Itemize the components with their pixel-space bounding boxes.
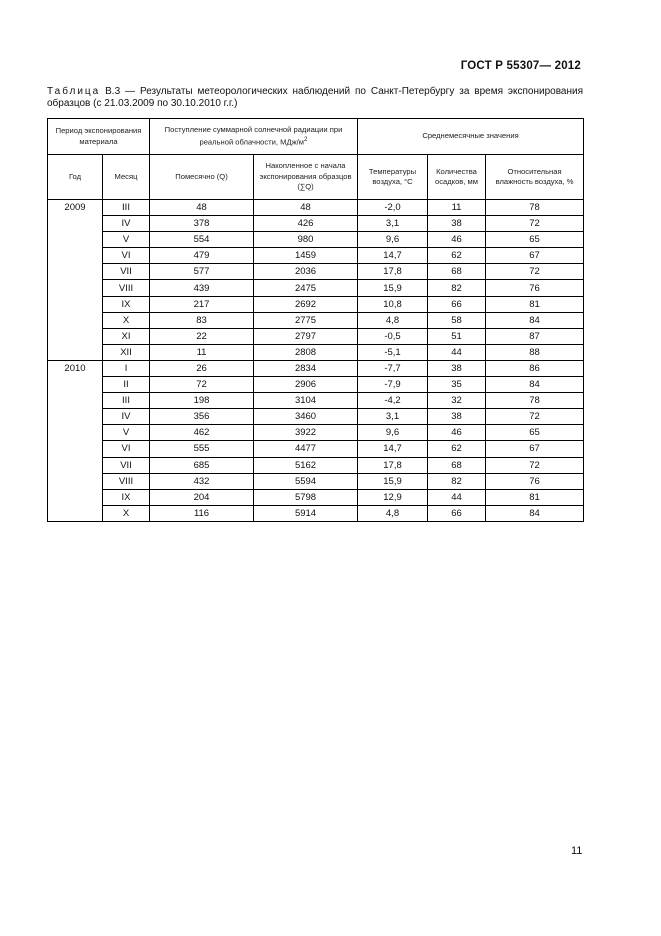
year-cell <box>48 441 103 457</box>
precipitation-cell: 51 <box>428 328 486 344</box>
precipitation-cell: 66 <box>428 505 486 521</box>
humidity-cell: 65 <box>486 232 584 248</box>
humidity-cell: 65 <box>486 425 584 441</box>
year-cell <box>48 248 103 264</box>
precipitation-cell: 58 <box>428 312 486 328</box>
cumulative-cell: 5162 <box>254 457 358 473</box>
year-cell <box>48 409 103 425</box>
year-cell <box>48 473 103 489</box>
year-cell <box>48 328 103 344</box>
humidity-cell: 81 <box>486 296 584 312</box>
table-row <box>48 232 584 248</box>
humidity-cell: 88 <box>486 344 584 360</box>
header-radiation-text: Поступление суммарной солнечной радиации при реальной облачности, МДж/м <box>164 124 343 147</box>
cumulative-cell: 5798 <box>254 489 358 505</box>
precipitation-cell: 62 <box>428 441 486 457</box>
temperature-cell: 12,9 <box>358 489 428 505</box>
table-body <box>48 200 584 522</box>
precipitation-cell: 44 <box>428 344 486 360</box>
precipitation-cell: 11 <box>428 200 486 216</box>
temperature-cell: 14,7 <box>358 441 428 457</box>
table-row <box>48 296 584 312</box>
table-row <box>48 489 584 505</box>
cumulative-cell: 5914 <box>254 505 358 521</box>
humidity-cell: 67 <box>486 248 584 264</box>
month-cell: III <box>103 200 150 216</box>
year-cell <box>48 425 103 441</box>
month-cell: IV <box>103 216 150 232</box>
table-row <box>48 457 584 473</box>
humidity-cell: 78 <box>486 200 584 216</box>
header-radiation <box>150 119 358 155</box>
table-row <box>48 280 584 296</box>
year-cell <box>48 232 103 248</box>
temperature-cell: 10,8 <box>358 296 428 312</box>
precipitation-cell: 46 <box>428 232 486 248</box>
monthly-q-cell: 198 <box>150 393 254 409</box>
year-cell <box>48 457 103 473</box>
precipitation-cell: 66 <box>428 296 486 312</box>
year-cell <box>48 312 103 328</box>
temperature-cell: 4,8 <box>358 312 428 328</box>
table-row <box>48 248 584 264</box>
month-cell: I <box>103 360 150 376</box>
temperature-cell: 17,8 <box>358 457 428 473</box>
header-monthly-averages: Среднемесячные значения <box>358 119 584 155</box>
precipitation-cell: 46 <box>428 425 486 441</box>
temperature-cell: 3,1 <box>358 409 428 425</box>
year-cell <box>48 505 103 521</box>
cumulative-cell: 3922 <box>254 425 358 441</box>
meteorological-table <box>47 118 584 522</box>
humidity-cell: 72 <box>486 409 584 425</box>
month-cell: VI <box>103 441 150 457</box>
month-cell: IX <box>103 296 150 312</box>
precipitation-cell: 32 <box>428 393 486 409</box>
table-caption <box>47 86 583 110</box>
cumulative-cell: 3104 <box>254 393 358 409</box>
table-caption-lead: Таблица <box>47 86 101 97</box>
monthly-q-cell: 554 <box>150 232 254 248</box>
cumulative-cell: 2775 <box>254 312 358 328</box>
precipitation-cell: 35 <box>428 377 486 393</box>
month-cell: III <box>103 393 150 409</box>
monthly-q-cell: 11 <box>150 344 254 360</box>
page-number: 11 <box>571 845 583 857</box>
humidity-cell: 78 <box>486 393 584 409</box>
header-radiation-sup: 2 <box>304 136 308 144</box>
month-cell: XII <box>103 344 150 360</box>
column-header-year: Год <box>48 155 103 200</box>
column-header-monthly-q: Помесячно (Q) <box>150 155 254 200</box>
cumulative-cell: 2797 <box>254 328 358 344</box>
monthly-q-cell: 462 <box>150 425 254 441</box>
precipitation-cell: 44 <box>428 489 486 505</box>
monthly-q-cell: 26 <box>150 360 254 376</box>
cumulative-cell: 3460 <box>254 409 358 425</box>
monthly-q-cell: 356 <box>150 409 254 425</box>
month-cell: VI <box>103 248 150 264</box>
column-header-temperature: Температуры воздуха, °С <box>358 155 428 200</box>
cumulative-cell: 1459 <box>254 248 358 264</box>
monthly-q-cell: 83 <box>150 312 254 328</box>
document-standard-number: ГОСТ Р 55307— 2012 <box>460 60 581 72</box>
year-cell <box>48 393 103 409</box>
humidity-cell: 72 <box>486 264 584 280</box>
table-row <box>48 312 584 328</box>
monthly-q-cell: 432 <box>150 473 254 489</box>
temperature-cell: -0,5 <box>358 328 428 344</box>
table-row <box>48 393 584 409</box>
monthly-q-cell: 577 <box>150 264 254 280</box>
monthly-q-cell: 48 <box>150 200 254 216</box>
cumulative-cell: 426 <box>254 216 358 232</box>
monthly-q-cell: 555 <box>150 441 254 457</box>
monthly-q-cell: 204 <box>150 489 254 505</box>
table-row <box>48 377 584 393</box>
table-row <box>48 344 584 360</box>
monthly-q-cell: 378 <box>150 216 254 232</box>
precipitation-cell: 38 <box>428 409 486 425</box>
cumulative-cell: 2036 <box>254 264 358 280</box>
humidity-cell: 67 <box>486 441 584 457</box>
humidity-cell: 84 <box>486 377 584 393</box>
humidity-cell: 87 <box>486 328 584 344</box>
table-row <box>48 216 584 232</box>
temperature-cell: 14,7 <box>358 248 428 264</box>
monthly-q-cell: 72 <box>150 377 254 393</box>
month-cell: VIII <box>103 280 150 296</box>
month-cell: VII <box>103 264 150 280</box>
month-cell: IX <box>103 489 150 505</box>
table-row <box>48 200 584 216</box>
table-row <box>48 473 584 489</box>
year-cell <box>48 264 103 280</box>
cumulative-cell: 5594 <box>254 473 358 489</box>
precipitation-cell: 82 <box>428 280 486 296</box>
month-cell: IV <box>103 409 150 425</box>
humidity-cell: 72 <box>486 457 584 473</box>
humidity-cell: 81 <box>486 489 584 505</box>
precipitation-cell: 82 <box>428 473 486 489</box>
column-header-precipitation: Количества осадков, мм <box>428 155 486 200</box>
cumulative-cell: 2692 <box>254 296 358 312</box>
month-cell: X <box>103 505 150 521</box>
precipitation-cell: 38 <box>428 216 486 232</box>
year-cell: 2010 <box>48 360 103 376</box>
header-period: Период экспонирования материала <box>48 119 150 155</box>
temperature-cell: 9,6 <box>358 425 428 441</box>
table-row <box>48 505 584 521</box>
table-row <box>48 328 584 344</box>
cumulative-cell: 2834 <box>254 360 358 376</box>
monthly-q-cell: 116 <box>150 505 254 521</box>
table-row <box>48 409 584 425</box>
precipitation-cell: 62 <box>428 248 486 264</box>
year-cell <box>48 216 103 232</box>
cumulative-cell: 980 <box>254 232 358 248</box>
monthly-q-cell: 439 <box>150 280 254 296</box>
monthly-q-cell: 22 <box>150 328 254 344</box>
precipitation-cell: 68 <box>428 457 486 473</box>
year-cell: 2009 <box>48 200 103 216</box>
monthly-q-cell: 685 <box>150 457 254 473</box>
humidity-cell: 76 <box>486 473 584 489</box>
month-cell: V <box>103 425 150 441</box>
temperature-cell: -4,2 <box>358 393 428 409</box>
month-cell: X <box>103 312 150 328</box>
temperature-cell: 15,9 <box>358 473 428 489</box>
column-header-humidity: Относительная влажность воздуха, % <box>486 155 584 200</box>
month-cell: V <box>103 232 150 248</box>
humidity-cell: 84 <box>486 312 584 328</box>
table-caption-text: В.3 — Результаты метеорологических наблюдений по Санкт-Петербургу за время экспонирования образцов (с 21.03.2009 по 30.10.2010 г.г.) <box>47 86 584 109</box>
column-header-cumulative: Накопленное с начала экспонирования образцов (∑Q) <box>254 155 358 200</box>
month-cell: VII <box>103 457 150 473</box>
table-row <box>48 360 584 376</box>
table-row <box>48 441 584 457</box>
month-cell: VIII <box>103 473 150 489</box>
table-row <box>48 425 584 441</box>
cumulative-cell: 2906 <box>254 377 358 393</box>
humidity-cell: 76 <box>486 280 584 296</box>
precipitation-cell: 68 <box>428 264 486 280</box>
temperature-cell: -2,0 <box>358 200 428 216</box>
temperature-cell: 17,8 <box>358 264 428 280</box>
temperature-cell: -7,9 <box>358 377 428 393</box>
cumulative-cell: 2475 <box>254 280 358 296</box>
year-cell <box>48 377 103 393</box>
temperature-cell: 4,8 <box>358 505 428 521</box>
column-header-month: Месяц <box>103 155 150 200</box>
monthly-q-cell: 479 <box>150 248 254 264</box>
year-cell <box>48 280 103 296</box>
humidity-cell: 84 <box>486 505 584 521</box>
humidity-cell: 72 <box>486 216 584 232</box>
humidity-cell: 86 <box>486 360 584 376</box>
precipitation-cell: 38 <box>428 360 486 376</box>
table-row <box>48 264 584 280</box>
month-cell: II <box>103 377 150 393</box>
month-cell: XI <box>103 328 150 344</box>
temperature-cell: 15,9 <box>358 280 428 296</box>
cumulative-cell: 2808 <box>254 344 358 360</box>
year-cell <box>48 489 103 505</box>
monthly-q-cell: 217 <box>150 296 254 312</box>
temperature-cell: 3,1 <box>358 216 428 232</box>
cumulative-cell: 4477 <box>254 441 358 457</box>
year-cell <box>48 344 103 360</box>
temperature-cell: -7,7 <box>358 360 428 376</box>
cumulative-cell: 48 <box>254 200 358 216</box>
year-cell <box>48 296 103 312</box>
temperature-cell: -5,1 <box>358 344 428 360</box>
temperature-cell: 9,6 <box>358 232 428 248</box>
